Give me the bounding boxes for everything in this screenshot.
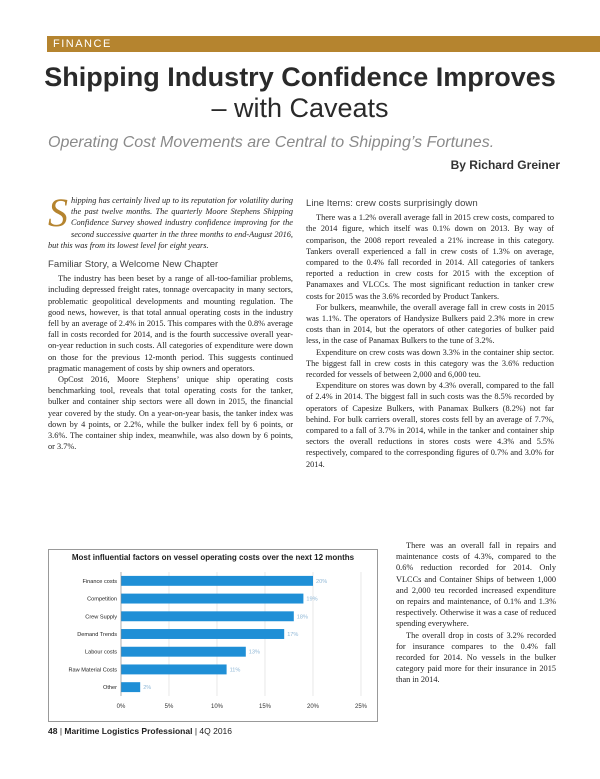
x-tick-label: 20%: [306, 704, 320, 710]
category-label: Finance costs: [82, 578, 117, 585]
chart-bar: [121, 647, 246, 657]
right-subhead: Line Items: crew costs surprisingly down: [306, 198, 478, 209]
category-label: Crew Supply: [85, 614, 117, 621]
chart-bar: [121, 594, 303, 604]
left-column: [48, 190, 293, 452]
cost-factors-chart: [48, 549, 378, 722]
x-tick-label: 15%: [258, 704, 272, 710]
article-title: [0, 62, 600, 124]
lower-paragraph: There was an overall fall in repairs and maintenance costs of 4.3%, compared to the 0.6% reduction recorded for 2014. Only VLCCs and Container Ships of between 1,000 and 2,000 teu recorded increased expenditure on repairs and maintenance, of 0.1% and 1.3% respectively. Otherwise it was a case of reduced spending everywhere.: [396, 541, 556, 629]
category-label: Other: [103, 685, 117, 692]
chart-bar: [121, 576, 313, 586]
chart-bar: [121, 611, 294, 621]
chart-bar: [121, 664, 227, 674]
right-paragraph: Expenditure on crew costs was down 3.3% in the container ship sector. The biggest fall in crew costs in this category was the 3.6% reduction recorded for vessels of between 2,000 and 6,000 teu.: [306, 347, 554, 380]
left-subhead: Familiar Story, a Welcome New Chapter: [48, 259, 219, 271]
data-label: 19%: [306, 596, 318, 603]
left-paragraph: The industry has been beset by a range of all-too-familiar problems, including depressed freight rates, tonnage overcapacity in many sectors, problematic geopolitical developments and mounting regulation. The good news, however, is that total annual operating costs in the industry fell by an average of 2.4% in 2015. This compares with the 0.8% average fall in costs recorded for 2014, and is the fourth successive overall year-on-year reduction in such costs. All categories of expenditure were down on those for the previous 12-month period. This suggests continued pragmatic management of costs by ship owners and operators.: [48, 274, 293, 373]
data-label: 2%: [143, 685, 152, 692]
data-label: 11%: [229, 667, 241, 674]
section-band: [47, 36, 600, 52]
category-label: Demand Trends: [77, 632, 117, 638]
section-label: FINANCE: [53, 38, 112, 50]
category-label: Raw Material Costs: [68, 667, 117, 674]
left-paragraph: OpCost 2016, Moore Stephens’ unique ship operating costs benchmarking tool, reveals that total operating costs for the tanker, bulker and container ship sectors were all down in 2015, the financial year covered by the study. On a year-on-year basis, the tanker index was down by 4 points, or 2.2%, while the bulker index fell by 6 points, or 3.6%. The container ship index, meanwhile, was also down by 6 points, or 3.7%.: [48, 375, 293, 452]
x-tick-label: 0%: [116, 704, 126, 710]
issue-date: 4Q 2016: [199, 726, 233, 736]
data-label: 20%: [316, 578, 328, 585]
chart-bar: [121, 682, 140, 692]
x-tick-label: 25%: [354, 704, 368, 710]
title-line-2: – with Caveats: [211, 93, 389, 123]
lead-text: hipping has certainly lived up to its reputation for volatility during the past twelve months. The quarterly Moore Stephens Shipping Confidence Survey showed industry confidence improving for the second successive quarter in the three months to end-August 2016, but this was from its lowest level for eight years.: [48, 196, 293, 250]
page-number: 48: [48, 726, 58, 736]
lower-right-column: [396, 540, 556, 686]
footer-separator-2: |: [194, 726, 200, 736]
category-label: Labour costs: [84, 649, 117, 656]
category-label: Competition: [87, 596, 117, 603]
article-subtitle: Operating Cost Movements are Central to Shipping’s Fortunes.: [48, 134, 495, 151]
data-label: 18%: [296, 614, 309, 621]
drop-cap: S: [48, 190, 68, 235]
chart-plot: [49, 550, 377, 721]
lead-paragraph: [48, 190, 293, 251]
right-paragraph: For bulkers, meanwhile, the overall average fall in crew costs in 2015 was 1.1%. The operators of Handysize Bulkers paid 2.3% more in crew costs than in 2014, but the operators of other categories of bulker paid less, in the case of Panamax Bulkers to the tune of 3.2%.: [306, 302, 554, 346]
x-tick-label: 10%: [210, 704, 224, 710]
data-label: 17%: [287, 632, 299, 638]
right-paragraph: There was a 1.2% overall average fall in 2015 crew costs, compared to the 2014 figure, which itself was 0.1% down on 2013. By way of comparison, the 2008 report revealed a 21% increase in this category. Tankers overall experienced a fall in crew costs of 1.3% on average, compared to the 0.4% fall recorded in 2014. All categories of tankers reported a reduction in crew costs for 2015 with the exception of Panamaxes and VLCCs. The most significant reduction in tanker crew costs for 2015 was the 3.6% recorded by Product Tankers.: [306, 213, 554, 301]
right-paragraph: Expenditure on stores was down by 4.3% overall, compared to the fall of 2.4% in 2014. The biggest fall in such costs was the 8.5% recorded by operators of Capesize Bulkers, with Panamax Bulkers (8.2%) not far behind. For bulk carriers overall, stores costs fell by an average of 7.7%, compared to a fall of 3.7% in 2014, while in the tanker and container ship sectors the overall reductions in stores costs were 4.3% and 5.5% respectively, compared to the corresponding figures of 0.7% and 3.0% for 2014.: [306, 381, 554, 469]
chart-bar: [121, 629, 284, 639]
footer-separator-1: |: [59, 726, 65, 736]
lower-paragraph: The overall drop in costs of 3.2% recorded for insurance compares to the 0.4% fall recorded for 2014. No vessels in the bulker category paid more for their insurance in 2015 than in 2014.: [396, 630, 556, 685]
page-footer: [48, 726, 232, 736]
right-column: [306, 196, 554, 470]
x-tick-label: 5%: [164, 704, 174, 710]
publication-name: Maritime Logistics Professional: [64, 726, 193, 736]
data-label: 13%: [248, 649, 261, 656]
title-line-1: Shipping Industry Confidence Improves: [44, 62, 556, 92]
chart-title: Most influential factors on vessel operating costs over the next 12 months: [71, 553, 355, 562]
byline: By Richard Greiner: [450, 158, 560, 172]
